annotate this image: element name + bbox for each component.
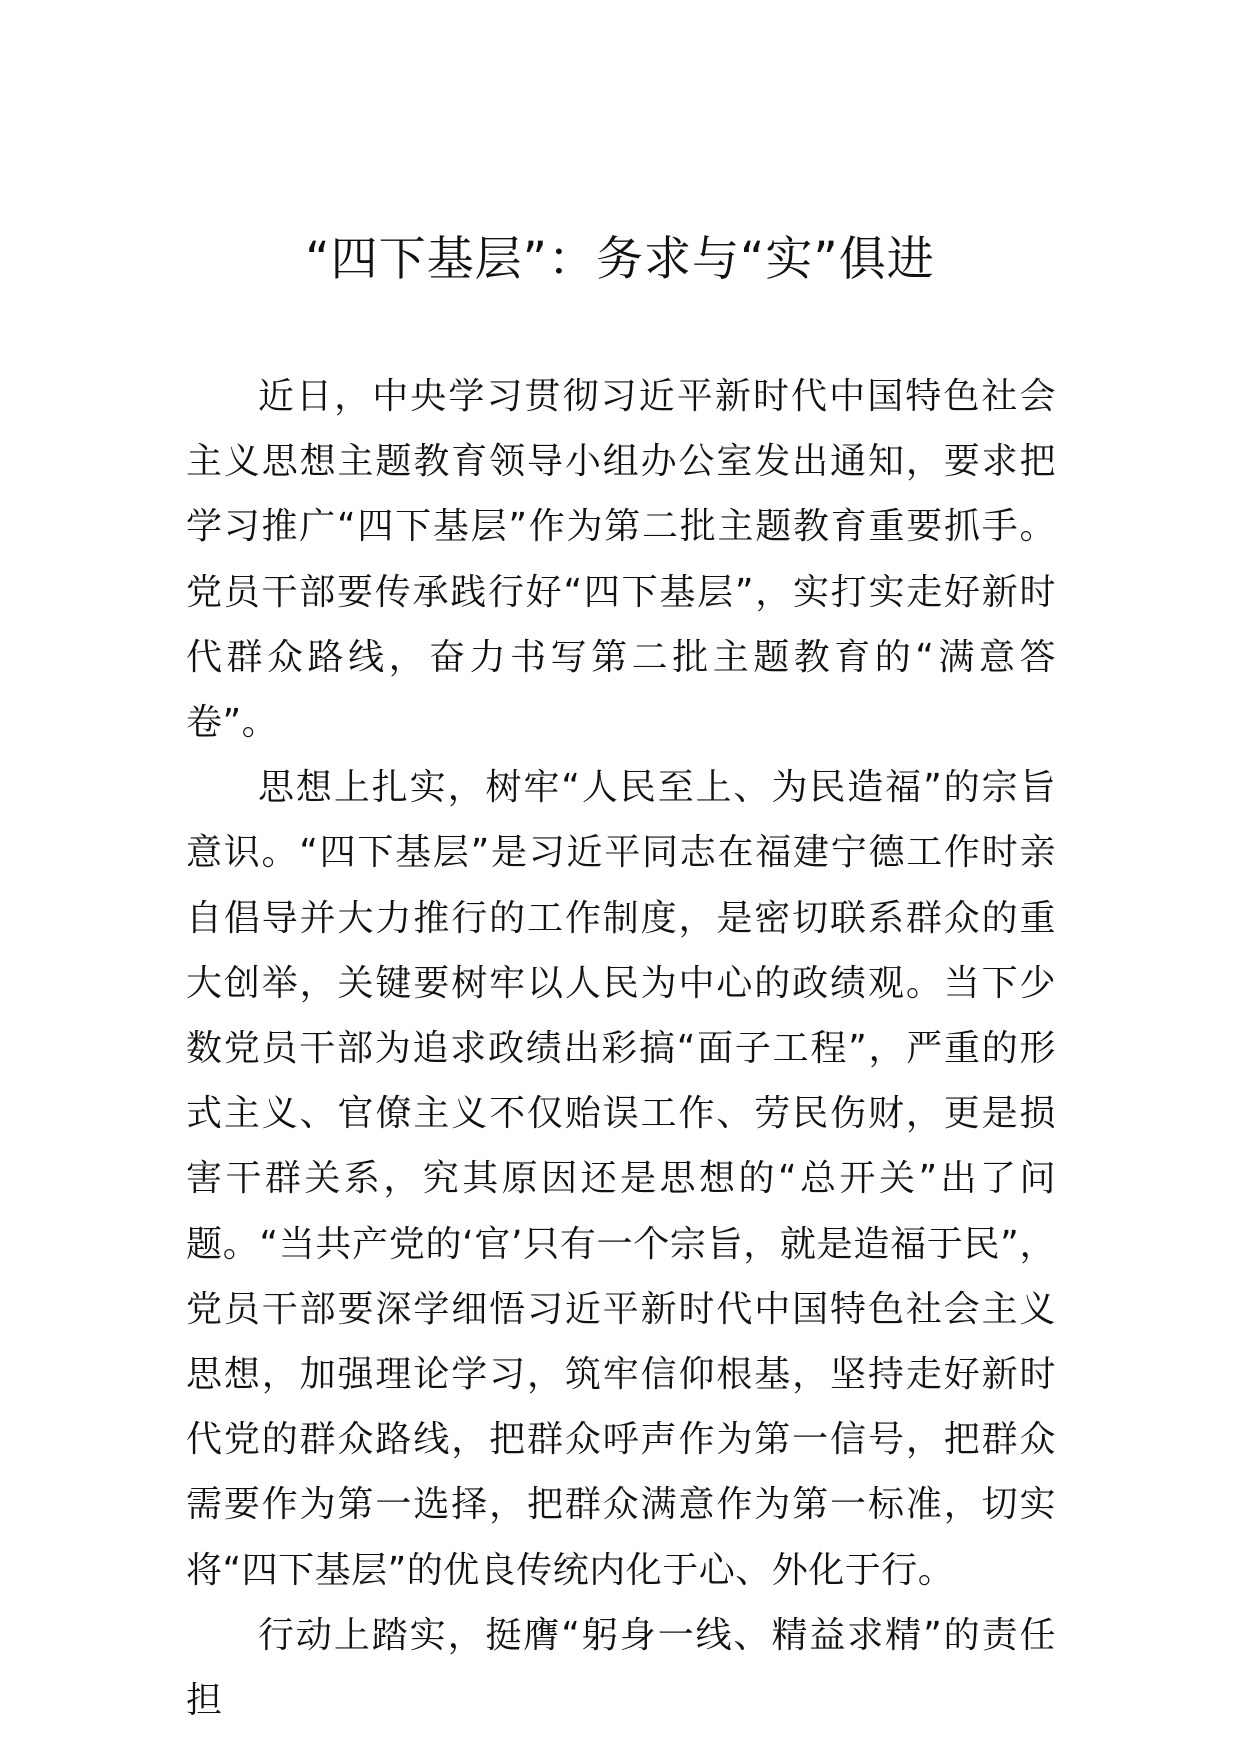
paragraph-intro: 近日，中央学习贯彻习近平新时代中国特色社会主义思想主题教育领导小组办公室发出通知，要求把学习推广“四下基层”作为第二批主题教育重要抓手。党员干部要传承践行好“四下基层”，实打实走好新时代群众路线，奋力书写第二批主题教育的“满意答卷”。 — [186, 376, 1056, 744]
paragraph-ideology: 思想上扎实，树牢“人民至上、为民造福”的宗旨意识。“四下基层”是习近平同志在福建宁德工作时亲自倡导并大力推行的工作制度，是密切联系群众的重大创举，关键要树牢以人民为中心的政绩观。当下少数党员干部为追求政绩出彩搞“面子工程”，严重的形式主义、官僚主义不仅贻误工作、劳民伤财，更是损害干群关系，究其原因还是思想的“总开关”出了问题。“当共产党的‘官’只有一个宗旨，就是造福于民”，党员干部要深学细悟习近平新时代中国特色社会主义思想，加强理论学习，筑牢信仰根基，坚持走好新时代党的群众路线，把群众呼声作为第一信号，把群众需要作为第一选择，把群众满意作为第一标准，切实将“四下基层”的优良传统内化于心、外化于行。 — [186, 767, 1056, 1591]
paragraph-action: 行动上踏实，挺膺“躬身一线、精益求精”的责任担 — [186, 1614, 1056, 1722]
document-title: “四下基层”：务求与“实”俱进 — [305, 232, 935, 287]
document-body — [186, 364, 1056, 1733]
